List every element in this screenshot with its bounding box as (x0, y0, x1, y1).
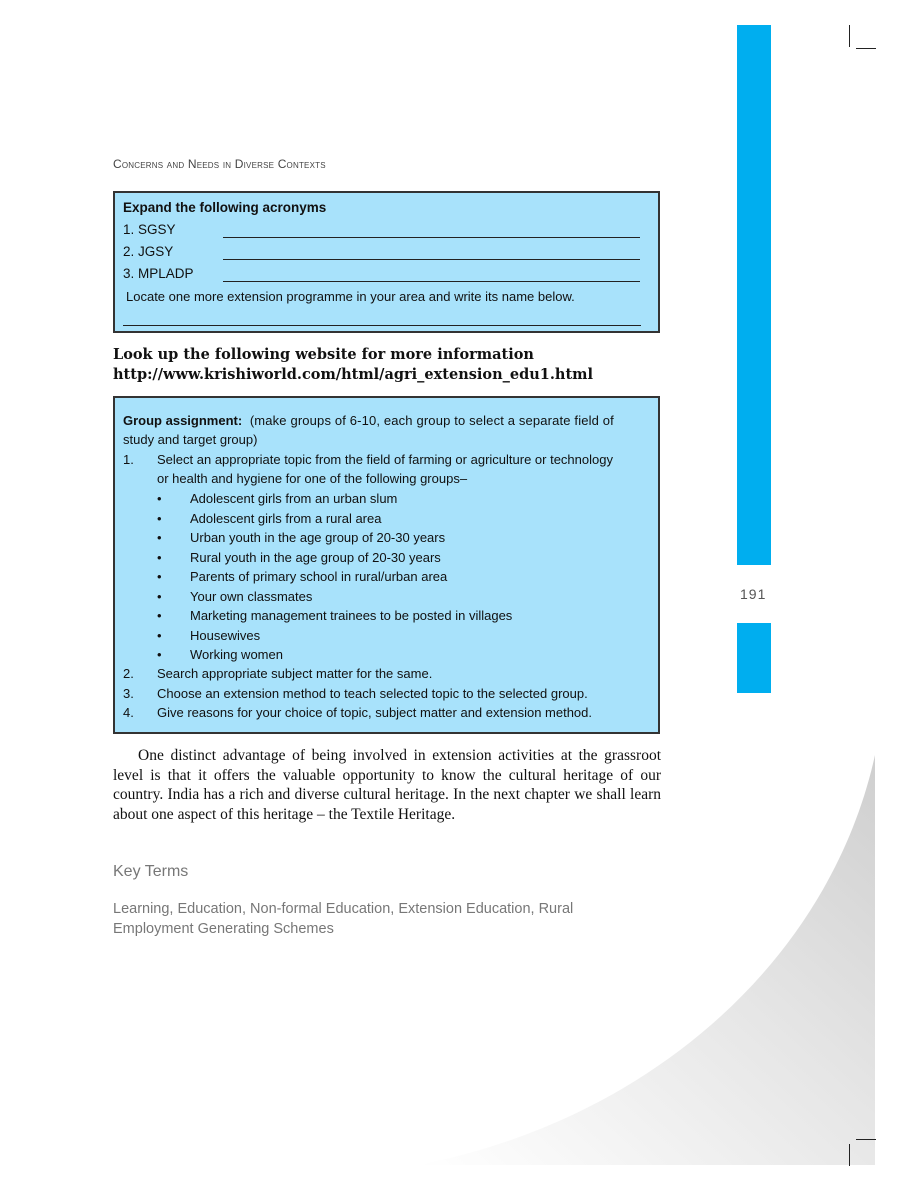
bullet-icon: • (157, 569, 162, 584)
acronym-item: 1. SGSY (123, 222, 176, 237)
step-number: 2. (123, 666, 134, 681)
assignment-intro-line: (make groups of 6-10, each group to select a separate field of (249, 413, 614, 428)
target-group-item: Rural youth in the age group of 20-30 years (190, 550, 441, 565)
locate-instruction: Locate one more extension programme in your area and write its name below. (126, 289, 575, 304)
step-number: 1. (123, 452, 134, 467)
running-head: Concerns and Needs in Diverse Contexts (113, 157, 326, 171)
step-number: 3. (123, 686, 134, 701)
step-text: or health and hygiene for one of the following groups– (157, 471, 468, 486)
step-text: Search appropriate subject matter for the same. (157, 666, 433, 681)
lookup-block (113, 345, 593, 384)
crop-mark (856, 48, 876, 49)
answer-line (123, 325, 641, 326)
acronym-box-title: Expand the following acronyms (123, 200, 327, 215)
bullet-icon: • (157, 511, 162, 526)
assignment-intro (123, 413, 614, 428)
lookup-url: http://www.krishiworld.com/html/agri_extension_edu1.html (113, 365, 594, 383)
step-text: Choose an extension method to teach selected topic to the selected group. (157, 686, 588, 701)
step-number: 4. (123, 705, 134, 720)
target-group-item: Marketing management trainees to be posted in villages (190, 608, 513, 623)
acronym-item: 2. JGSY (123, 244, 174, 259)
bullet-icon: • (157, 589, 162, 604)
body-paragraph (113, 746, 661, 824)
key-terms-list: Learning, Education, Non-formal Education, Extension Education, Rural Employment Generating Schemes (113, 901, 574, 937)
target-group-item: Urban youth in the age group of 20-30 years (190, 530, 446, 545)
side-accent-bar-bottom (737, 623, 771, 693)
target-group-item: Adolescent girls from a rural area (190, 511, 382, 526)
answer-line (223, 237, 640, 238)
crop-mark (849, 1144, 850, 1166)
acronym-item: 3. MPLADP (123, 266, 194, 281)
target-group-item: Parents of primary school in rural/urban area (190, 569, 448, 584)
side-accent-bar-top (737, 25, 771, 565)
target-group-item: Housewives (190, 628, 261, 643)
target-group-item: Your own classmates (190, 589, 313, 604)
key-terms-heading: Key Terms (113, 863, 189, 880)
bullet-icon: • (157, 491, 162, 506)
group-assignment-box (113, 396, 660, 734)
target-group-item: Adolescent girls from an urban slum (190, 491, 398, 506)
paragraph-text: One distinct advantage of being involved in extension activities at the grassroot level is that it offers the valuable opportunity to know the cultural heritage of our country. India has a rich and diverse cultural heritage. In the next chapter we shall learn about one aspect of this heritage – the Textile Heritage. (113, 747, 661, 823)
crop-mark (856, 1139, 876, 1140)
bullet-icon: • (157, 530, 162, 545)
lookup-text: Look up the following website for more information (113, 346, 534, 363)
bullet-icon: • (157, 628, 162, 643)
bullet-icon: • (157, 608, 162, 623)
crop-mark (849, 25, 850, 47)
step-text: Give reasons for your choice of topic, subject matter and extension method. (157, 705, 593, 720)
assignment-intro-line: study and target group) (123, 432, 258, 447)
answer-line (223, 259, 640, 260)
acronym-exercise-box (113, 191, 660, 333)
bullet-icon: • (157, 550, 162, 565)
bullet-icon: • (157, 647, 162, 662)
target-group-item: Working women (190, 647, 283, 662)
answer-line (223, 281, 640, 282)
assignment-heading: Group assignment: (123, 413, 243, 428)
step-text: Select an appropriate topic from the field of farming or agriculture or technology (157, 452, 613, 467)
page-number: 191 (740, 586, 767, 602)
